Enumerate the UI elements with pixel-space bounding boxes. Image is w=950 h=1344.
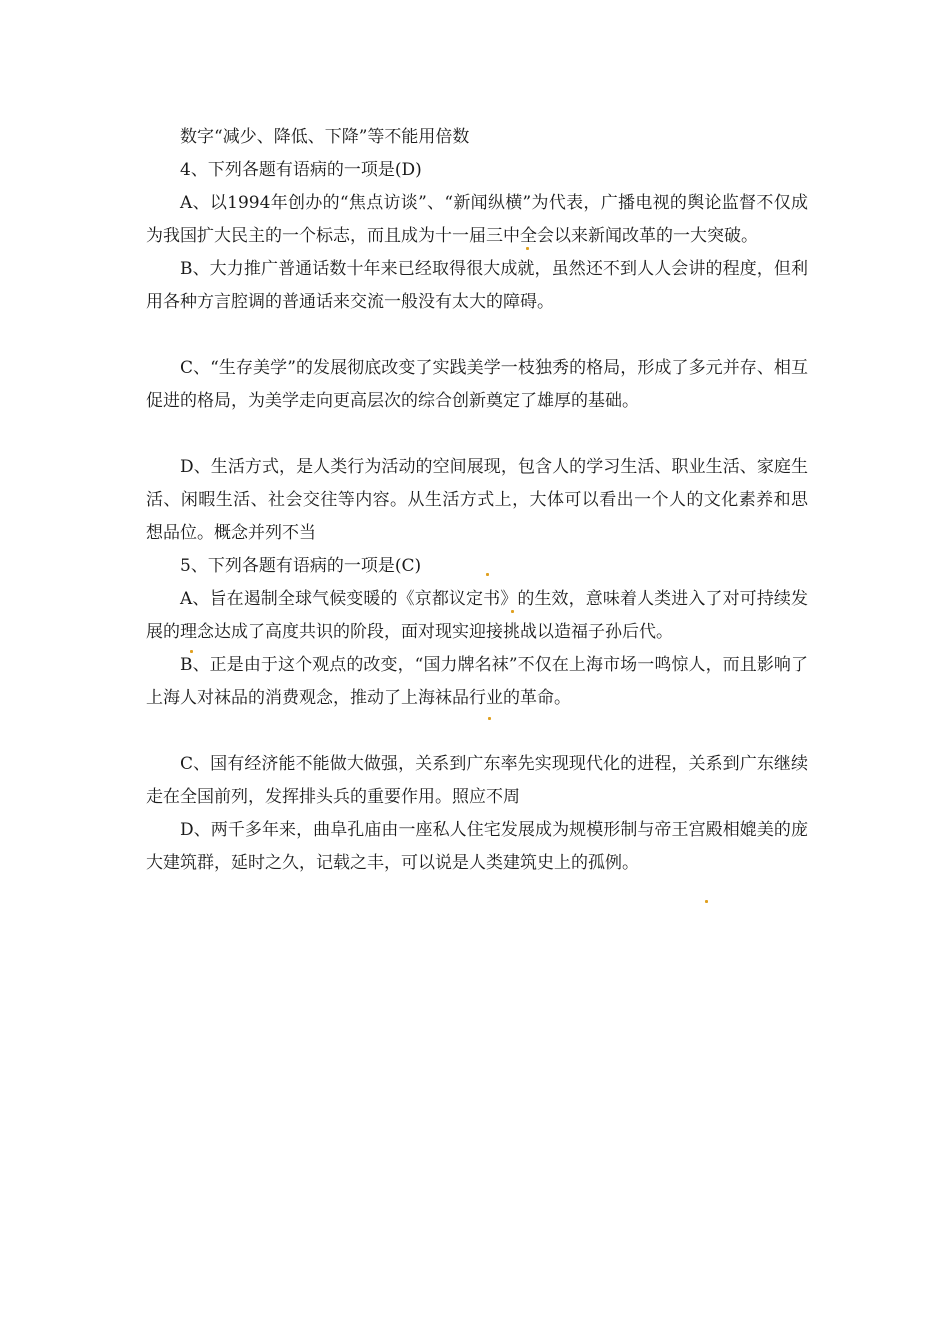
marker-dot (486, 573, 489, 576)
question-4-stem: 4、下列各题有语病的一项是(D) (180, 160, 422, 180)
question-5-option-c: C、国有经济能不能做大做强，关系到广东率先实现现代化的进程，关系到广东继续走在全国前列，发挥排头兵的重要作用。照应不周 (146, 754, 808, 807)
marker-dot (488, 717, 491, 720)
question-4-option-d: D、生活方式，是人类行为活动的空间展现，包含人的学习生活、职业生活、家庭生活、闲暇生活、社会交往等内容。从生活方式上，大体可以看出一个人的文化素养和思想品位。概念并列不当 (146, 457, 808, 543)
question-5-option-d: D、两千多年来，曲阜孔庙由一座私人住宅发展成为规模形制与帝王宫殿相媲美的庞大建筑群，延时之久，记载之丰，可以说是人类建筑史上的孤例。 (146, 820, 808, 873)
question-5-stem: 5、下列各题有语病的一项是(C) (180, 556, 422, 576)
marker-dot (190, 650, 193, 653)
document-body (146, 121, 808, 880)
marker-dot (526, 247, 529, 250)
marker-dot (511, 610, 514, 613)
blank-line (146, 319, 808, 352)
blank-line (146, 715, 808, 748)
question-5-option-b: B、正是由于这个观点的改变，“国力牌名袜”不仅在上海市场一鸣惊人，而且影响了上海人对袜品的消费观念，推动了上海袜品行业的革命。 (146, 655, 808, 708)
question-4-option-b: B、大力推广普通话数十年来已经取得很大成就，虽然还不到人人会讲的程度，但利用各种方言腔调的普通话来交流一般没有太大的障碍。 (146, 259, 808, 312)
note-line: 数字“减少、降低、下降”等不能用倍数 (180, 127, 470, 147)
marker-dot (705, 900, 708, 903)
question-4-option-c: C、“生存美学”的发展彻底改变了实践美学一枝独秀的格局，形成了多元并存、相互促进的格局，为美学走向更高层次的综合创新奠定了雄厚的基础。 (146, 358, 808, 411)
question-4-option-a: A、以1994年创办的“焦点访谈”、“新闻纵横”为代表，广播电视的舆论监督不仅成为我国扩大民主的一个标志，而且成为十一届三中全会以来新闻改革的一大突破。 (146, 193, 808, 246)
question-5-option-a: A、旨在遏制全球气候变暖的《京都议定书》的生效，意味着人类进入了对可持续发展的理念达成了高度共识的阶段，面对现实迎接挑战以造福子孙后代。 (146, 589, 808, 642)
blank-line (146, 418, 808, 451)
